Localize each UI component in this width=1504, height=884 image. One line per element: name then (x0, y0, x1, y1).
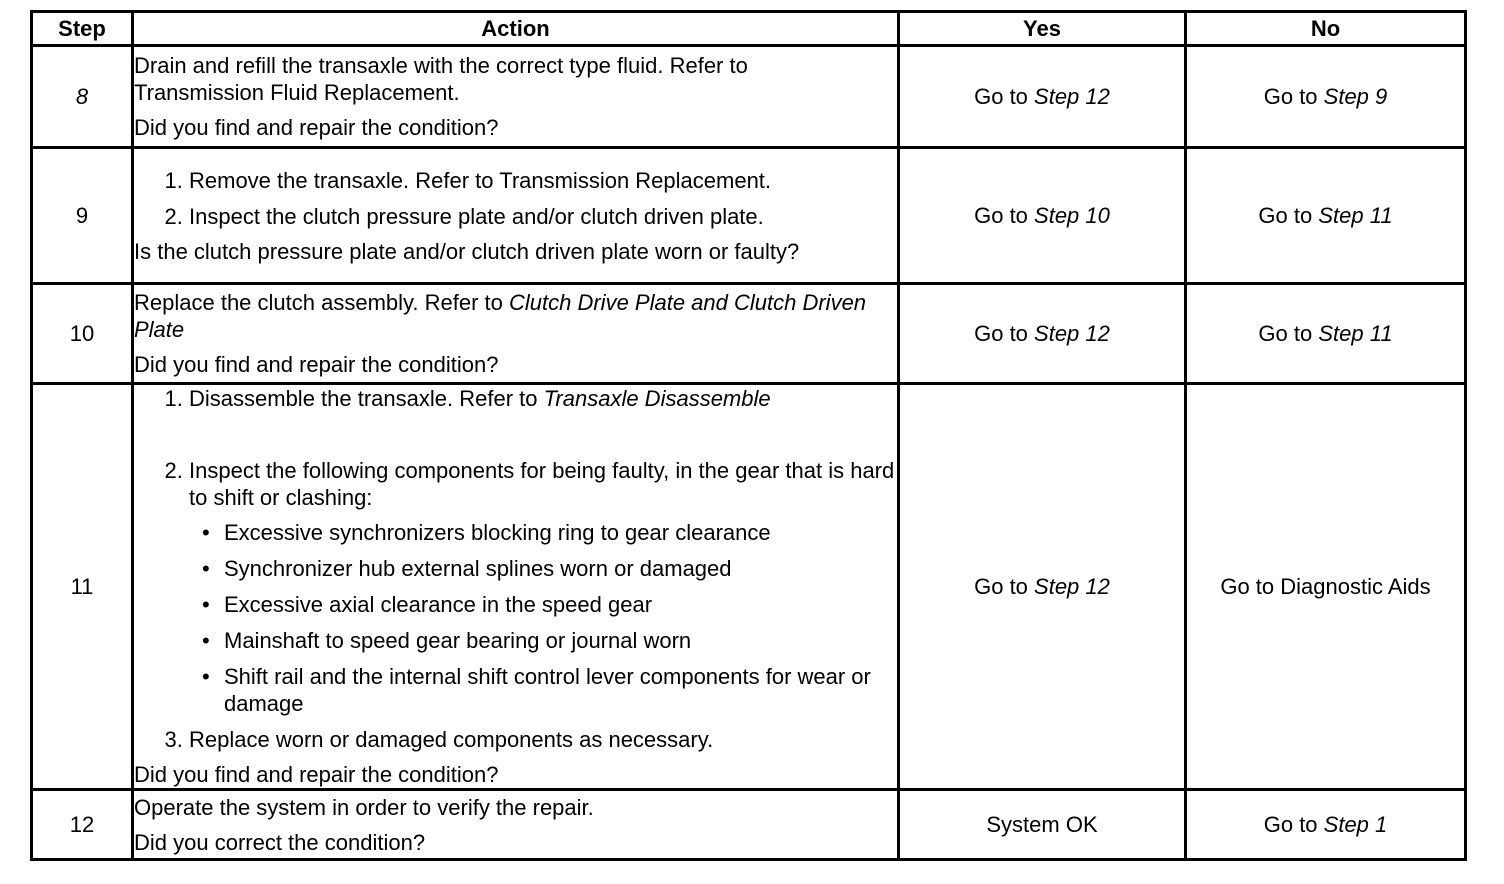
no-cell (1186, 790, 1466, 860)
action-text: Inspect the following components for being faulty, in the gear that is hard to shift or clashing: (189, 458, 895, 510)
no-step-ref: Step 11 (1318, 321, 1393, 346)
action-step-item: 3. Replace worn or damaged components as necessary. (189, 726, 897, 753)
table-row (32, 790, 1466, 860)
action-cell (133, 284, 899, 384)
no-step-ref: Step 1 (1323, 812, 1388, 837)
table-header (32, 12, 1466, 46)
action-cell (133, 148, 899, 284)
no-step-ref: Step 9 (1323, 84, 1388, 109)
table-row (32, 148, 1466, 284)
yes-step-ref: Step 12 (1034, 84, 1110, 109)
no-prefix: Go to (1258, 203, 1319, 228)
yes-step-ref: Step 12 (1034, 321, 1110, 346)
action-cell (133, 384, 899, 790)
yes-cell (899, 284, 1186, 384)
step-number: 8 (32, 46, 133, 148)
step-number: 9 (32, 148, 133, 284)
yes-step-ref: Step 12 (1034, 574, 1110, 599)
yes-cell (899, 148, 1186, 284)
bullet-item: • Shift rail and the internal shift control lever components for wear or damage (224, 663, 897, 717)
no-prefix: Go to (1258, 321, 1319, 346)
yes-prefix: Go to (974, 321, 1035, 346)
diagnostic-table (30, 10, 1467, 861)
action-step-item: 2. Inspect the clutch pressure plate and/or clutch driven plate. (189, 203, 897, 230)
yes-prefix: Go to (974, 203, 1035, 228)
action-question: Did you find and repair the condition? (134, 115, 499, 140)
header-step: Step (32, 12, 133, 46)
table-row (32, 384, 1466, 790)
table-row (32, 46, 1466, 148)
action-cell (133, 790, 899, 860)
no-prefix: Go to (1263, 812, 1324, 837)
yes-cell (899, 46, 1186, 148)
action-text: Disassemble the transaxle. Refer to (189, 386, 544, 411)
header-row (32, 12, 1466, 46)
action-reference: Clutch Drive Plate and Clutch Driven Plate (134, 290, 867, 342)
action-question: Did you find and repair the condition? (134, 762, 499, 787)
yes-cell: System OK (899, 790, 1186, 860)
bullet-item: • Excessive synchronizers blocking ring to gear clearance (224, 519, 897, 546)
action-text: Operate the system in order to verify the repair. (134, 794, 594, 820)
action-text-wrap (134, 289, 897, 343)
action-reference: Transaxle Disassemble (543, 386, 771, 411)
table-row (32, 284, 1466, 384)
no-cell: Go to Diagnostic Aids (1186, 384, 1466, 790)
action-question: Did you find and repair the condition? (134, 352, 499, 377)
action-step-item (189, 457, 897, 717)
step-number: 10 (32, 284, 133, 384)
header-no: No (1186, 12, 1466, 46)
no-cell (1186, 284, 1466, 384)
bullet-item: • Excessive axial clearance in the speed gear (224, 591, 897, 618)
step-number: 11 (32, 384, 133, 790)
action-steps (134, 385, 897, 753)
yes-prefix: Go to (974, 84, 1035, 109)
action-steps (134, 167, 897, 230)
action-text: Replace the clutch assembly. Refer to (134, 290, 509, 315)
header-action: Action (133, 12, 899, 46)
no-cell (1186, 46, 1466, 148)
step-number: 12 (32, 790, 133, 860)
action-step-item: 1. Remove the transaxle. Refer to Transmission Replacement. (189, 167, 897, 194)
no-step-ref: Step 11 (1318, 203, 1393, 228)
yes-prefix: Go to (974, 574, 1035, 599)
no-cell (1186, 148, 1466, 284)
component-bullet-list (189, 519, 897, 717)
action-question: Did you correct the condition? (134, 829, 426, 855)
action-text: Transmission Fluid Replacement. (134, 80, 460, 105)
action-text: Drain and refill the transaxle with the correct type fluid. Refer to (134, 53, 748, 78)
action-cell (133, 46, 899, 148)
action-question: Is the clutch pressure plate and/or clutch driven plate worn or faulty? (134, 238, 800, 264)
bullet-item: • Mainshaft to speed gear bearing or journal worn (224, 627, 897, 654)
no-prefix: Go to (1263, 84, 1324, 109)
header-yes: Yes (899, 12, 1186, 46)
action-step-item (189, 385, 897, 448)
yes-step-ref: Step 10 (1034, 203, 1110, 228)
bullet-item: • Synchronizer hub external splines worn or damaged (224, 555, 897, 582)
yes-cell (899, 384, 1186, 790)
